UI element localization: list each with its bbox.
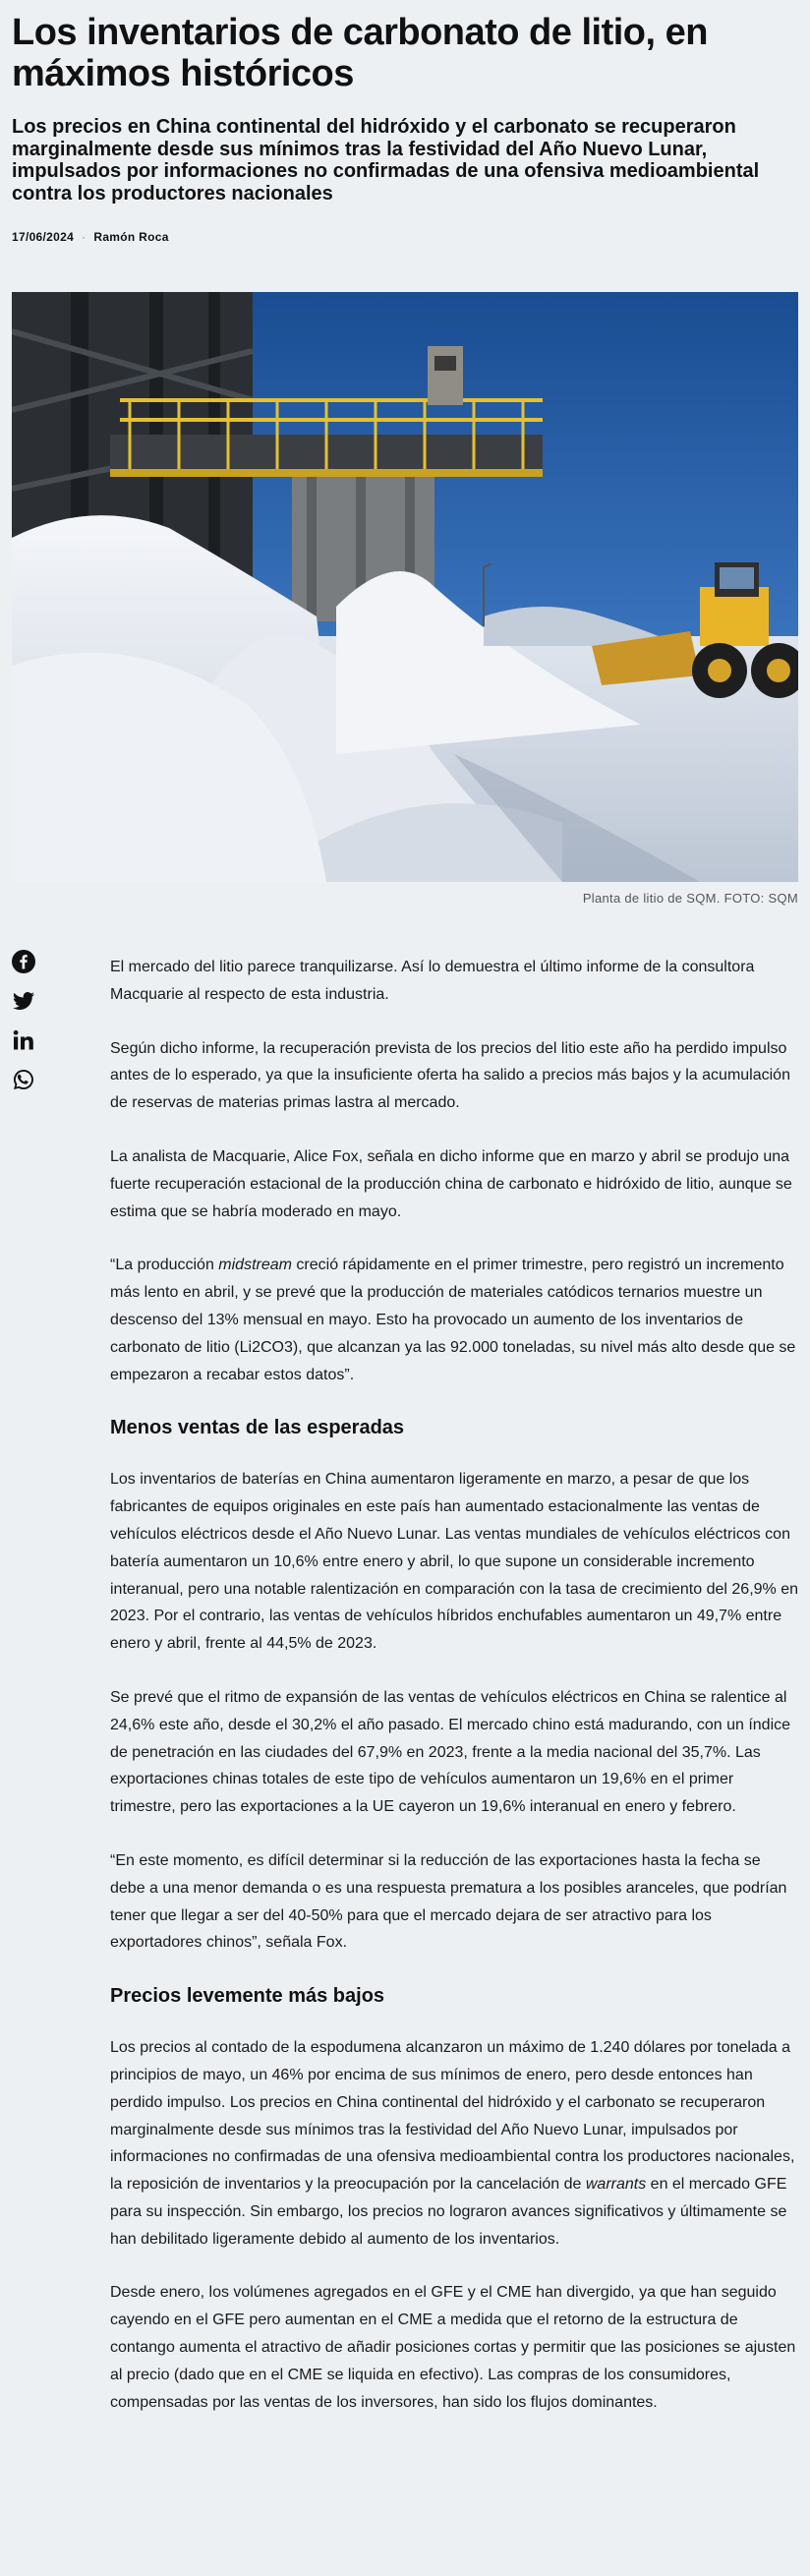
paragraph: Se prevé que el ritmo de expansión de las ventas de vehículos eléctricos en China se ralentice al 24,6% este año, desde el 30,2% el año pasado. El mercado chino está madurando, con un índice de penetración en las ciudades del 67,9% en 2023, frente a la media nacional del 35,7%. Las exportaciones chinas totales de este tipo de vehículos aumentaron un 19,6% en el primer trimestre, pero las exportaciones a la UE cayeron un 19,6% interanual en enero y febrero.: [110, 1688, 791, 1816]
paragraph: La analista de Macquarie, Alice Fox, señala en dicho informe que en marzo y abril se produjo una fuerte recuperación estacional de la producción china de carbonato e hidróxido de litio, aunque se estima que se habría moderado en mayo.: [110, 1147, 792, 1220]
whatsapp-icon[interactable]: [12, 1068, 35, 1091]
paragraph: El mercado del litio parece tranquilizarse. Así lo demuestra el último informe de la consultora Macquarie al respecto de esta industria.: [110, 959, 755, 1003]
paragraph-text: en el mercado GFE para su inspección. Sin embargo, los precios no lograron avances significativos y últimamente se han debilitado ligeramente debido al aumento de los inventarios.: [110, 2176, 787, 2248]
paragraph: Según dicho informe, la recuperación prevista de los precios del litio este año ha perdido impulso antes de lo esperado, ya que la insuficiente oferta ha salido a precios más bajos y la acumulación de reservas de materias primas lastra al mercado.: [110, 1039, 790, 1112]
paragraph: [110, 2034, 798, 2253]
linkedin-icon[interactable]: [12, 1028, 35, 1052]
paragraph: [110, 1252, 798, 1388]
paragraph: “En este momento, es difícil determinar si la reducción de las exportaciones hasta la fecha se debe a una menor demanda o es una respuesta prematura a los posibles aranceles, que podrían tener que llegar a ser del 40-50% para que el mercado dejara de ser atractivo para los exportadores chinos”, señala Fox.: [110, 1851, 787, 1952]
twitter-icon[interactable]: [12, 989, 35, 1013]
quote-text: “La producción: [110, 1257, 219, 1274]
section-heading: Precios levemente más bajos: [110, 1985, 385, 2008]
section-heading: Menos ventas de las esperadas: [110, 1417, 405, 1439]
emphasis: warrants: [585, 2176, 647, 2194]
article-meta: [12, 230, 798, 244]
image-caption: Planta de litio de SQM. FOTO: SQM: [582, 891, 798, 906]
article-image: [12, 292, 798, 882]
paragraph-text: Los precios al contado de la espodumena alcanzaron un máximo de 1.240 dólares por tonelada a principios de mayo, un 46% por encima de sus mínimos de enero, pero desde entonces han perdido impulso. Los precios en China continental del hidróxido y el carbonato se recuperaron marginalmente desde sus mínimos tras la festividad del Año Nuevo Lunar, impulsados por informaciones no confirmadas de una ofensiva medioambiental contra los productores nacionales, la reposición de inventarios y la preocupación por la cancelación de: [110, 2039, 795, 2194]
paragraph: Los inventarios de baterías en China aumentaron ligeramente en marzo, a pesar de que los fabricantes de equipos originales en este país han aumentado estacionalmente las ventas de vehículos eléctricos desde el Año Nuevo Lunar. Las ventas mundiales de vehículos eléctricos con batería aumentaron un 10,6% entre enero y abril, lo que supone un considerable incremento interanual, pero una notable ralentización en comparación con la tasa de crecimiento del 26,9% en 2023. Por el contrario, las ventas de vehículos híbridos enchufables aumentaron un 49,7% entre enero y abril, frente al 44,5% de 2023.: [110, 1471, 798, 1653]
article-title: Los inventarios de carbonato de litio, en máximos históricos: [12, 12, 708, 94]
article-date: 17/06/2024: [12, 230, 75, 244]
meta-separator: ·: [82, 230, 87, 244]
article-body: [110, 954, 798, 2442]
article-subtitle: Los precios en China continental del hidróxido y el carbonato se recuperaron marginalmente desde sus mínimos tras la festividad del Año Nuevo Lunar, impulsados por informaciones no confirmadas de una ofensiva medioambiental contra los productores nacionales: [12, 116, 760, 205]
article-author[interactable]: Ramón Roca: [93, 230, 169, 244]
quote-text: creció rápidamente en el primer trimestre, pero registró un incremento más lento en abril, y se prevé que la producción de materiales catódicos ternarios muestre un descenso del 13% mensual en mayo. Esto ha provocado un aumento de los inventarios de carbonato de litio (Li2CO3), que alcanzan ya las 92.000 toneladas, su nivel más alto desde que se empezaron a recabar estos datos”.: [110, 1257, 796, 1383]
article-header: [0, 0, 810, 244]
emphasis: midstream: [218, 1257, 292, 1274]
paragraph: Desde enero, los volúmenes agregados en el GFE y el CME han divergido, ya que han seguido cayendo en el GFE pero aumentan en el CME a medida que el retorno de la estructura de contango aumenta el atractivo de añadir posiciones cortas y permitir que las posiciones se ajusten al precio (dado que en el CME se liquida en efectivo). Las compras de los consumidores, compensadas por las ventas de los inversores, han sido los flujos dominantes.: [110, 2284, 796, 2411]
facebook-icon[interactable]: [12, 950, 35, 973]
share-bar: [12, 950, 35, 1107]
